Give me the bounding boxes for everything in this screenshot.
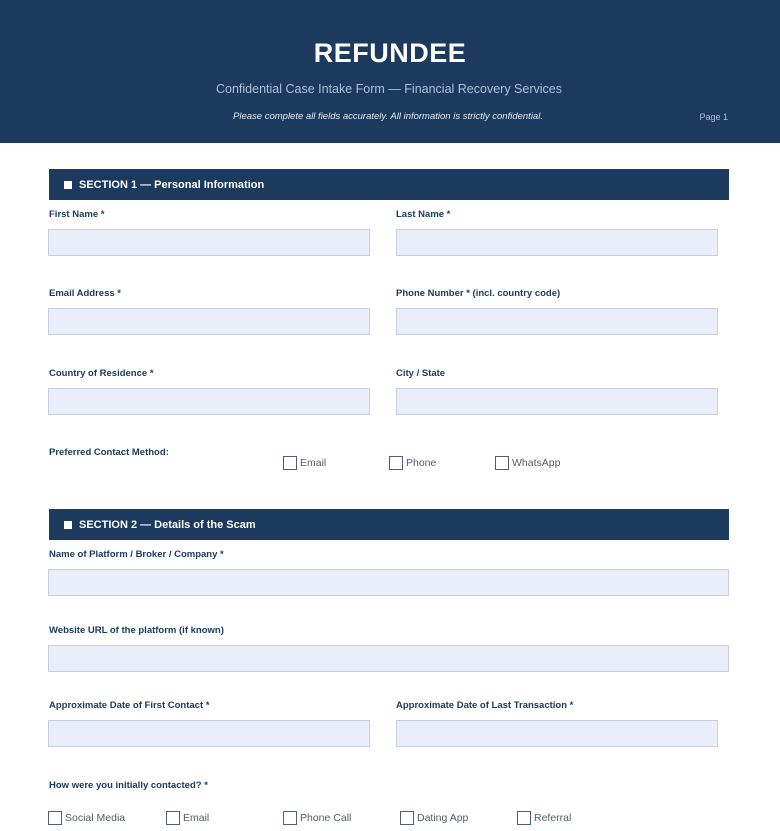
city-label: City / State bbox=[396, 368, 446, 379]
website-label: Website URL of the platform (if known) bbox=[49, 625, 224, 636]
checkbox-box[interactable] bbox=[517, 811, 531, 825]
last-name-label: Last Name * bbox=[396, 209, 451, 220]
checkbox-label: Email bbox=[183, 812, 210, 824]
checkbox-box[interactable] bbox=[48, 811, 62, 825]
first-contact-field[interactable] bbox=[48, 720, 370, 747]
checkbox-label: Referral bbox=[534, 812, 572, 824]
last-transaction-field[interactable] bbox=[396, 720, 718, 747]
last-transaction-label: Approximate Date of Last Transaction * bbox=[396, 700, 574, 711]
initial-referral-checkbox[interactable] bbox=[517, 811, 571, 825]
form-title: REFUNDEE bbox=[313, 38, 467, 68]
square-icon bbox=[64, 521, 72, 529]
checkbox-label: Phone bbox=[406, 457, 437, 469]
contact-email-checkbox[interactable] bbox=[283, 456, 326, 470]
form-header bbox=[0, 0, 780, 143]
initial-email-checkbox[interactable] bbox=[166, 811, 209, 825]
checkbox-label: Dating App bbox=[417, 812, 469, 824]
checkbox-box[interactable] bbox=[283, 456, 297, 470]
first-name-field[interactable] bbox=[48, 229, 370, 256]
confidentiality-note: Please complete all fields accurately. All information is strictly confidential. bbox=[233, 111, 543, 122]
checkbox-label: WhatsApp bbox=[512, 457, 561, 469]
last-name-field[interactable] bbox=[396, 229, 718, 256]
checkbox-box[interactable] bbox=[283, 811, 297, 825]
checkbox-box[interactable] bbox=[495, 456, 509, 470]
email-label: Email Address * bbox=[49, 288, 121, 299]
section-1-title: SECTION 1 — Personal Information bbox=[79, 178, 265, 191]
platform-label: Name of Platform / Broker / Company * bbox=[49, 549, 224, 560]
platform-field[interactable] bbox=[48, 569, 729, 596]
checkbox-label: Social Media bbox=[65, 812, 126, 824]
contact-phone-checkbox[interactable] bbox=[389, 456, 436, 470]
checkbox-label: Email bbox=[300, 457, 327, 469]
phone-field[interactable] bbox=[396, 308, 718, 335]
initial-dating-app-checkbox[interactable] bbox=[400, 811, 468, 825]
form-subtitle: Confidential Case Intake Form — Financial Recovery Services bbox=[216, 82, 562, 96]
checkbox-box[interactable] bbox=[400, 811, 414, 825]
country-label: Country of Residence * bbox=[49, 368, 154, 379]
checkbox-label: Phone Call bbox=[300, 812, 352, 824]
page-number: Page 1 bbox=[699, 112, 728, 122]
email-field[interactable] bbox=[48, 308, 370, 335]
initial-contact-label: How were you initially contacted? * bbox=[49, 780, 208, 791]
contact-whatsapp-checkbox[interactable] bbox=[495, 456, 560, 470]
initial-social-media-checkbox[interactable] bbox=[48, 811, 125, 825]
contact-method-label: Preferred Contact Method: bbox=[49, 447, 169, 458]
first-contact-label: Approximate Date of First Contact * bbox=[49, 700, 210, 711]
initial-phone-call-checkbox[interactable] bbox=[283, 811, 351, 825]
first-name-label: First Name * bbox=[49, 209, 105, 220]
section-1-header bbox=[49, 169, 729, 200]
section-2-title: SECTION 2 — Details of the Scam bbox=[79, 518, 256, 531]
checkbox-box[interactable] bbox=[166, 811, 180, 825]
section-2-header bbox=[49, 509, 729, 540]
checkbox-box[interactable] bbox=[389, 456, 403, 470]
square-icon bbox=[64, 181, 72, 189]
phone-label: Phone Number * (incl. country code) bbox=[396, 288, 561, 299]
city-field[interactable] bbox=[396, 388, 718, 415]
country-field[interactable] bbox=[48, 388, 370, 415]
website-field[interactable] bbox=[48, 645, 729, 672]
